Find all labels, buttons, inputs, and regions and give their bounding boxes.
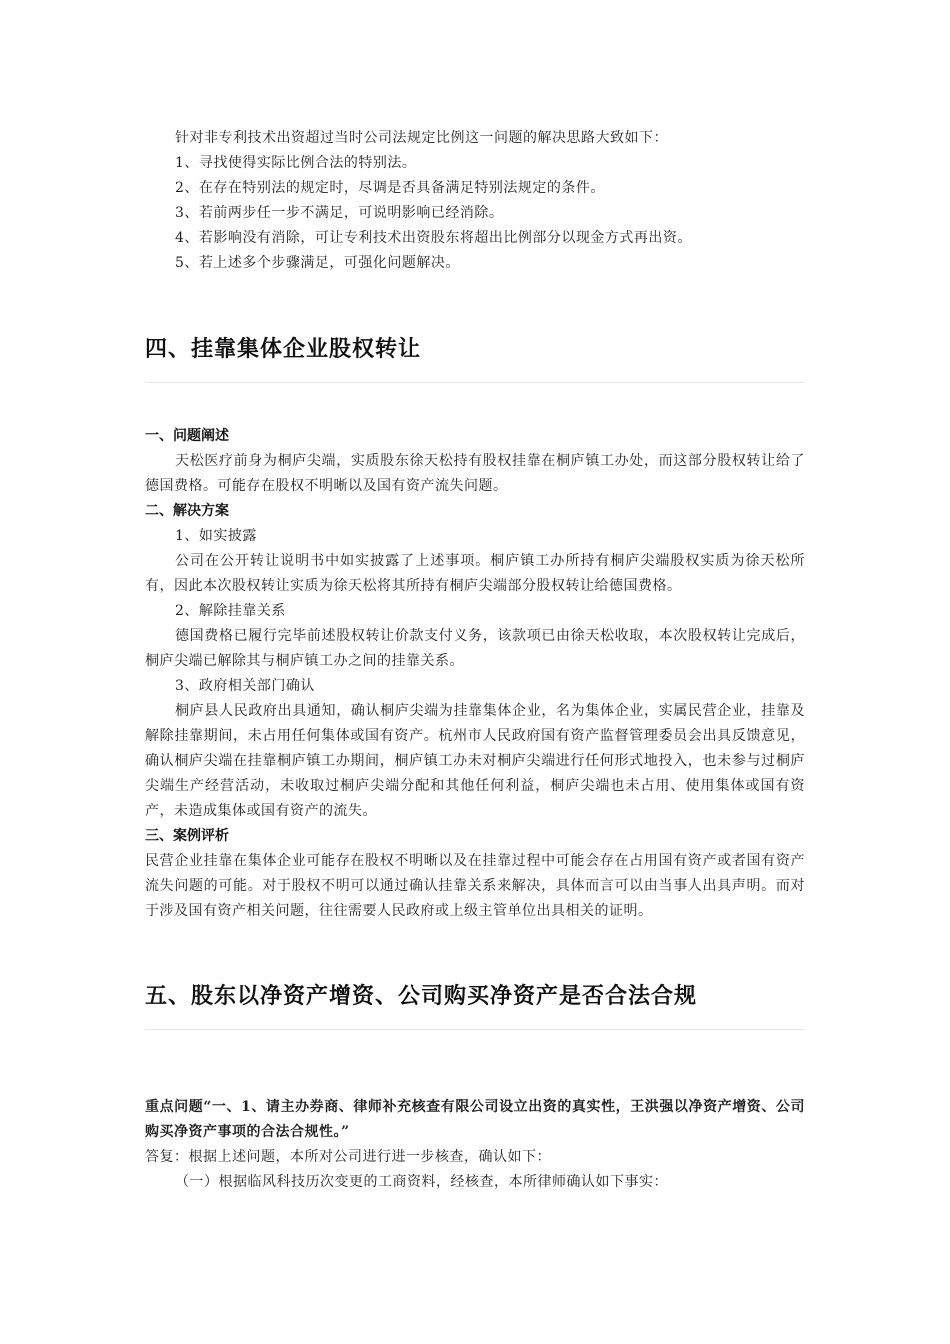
part1-heading: 一、问题阐述: [145, 428, 229, 444]
finding-line: （一）根据临风科技历次变更的工商资料，经核查，本所律师确认如下事实：: [175, 1174, 668, 1190]
intro-lead: 针对非专利技术出资超过当时公司法规定比例这一问题的解决思路大致如下：: [175, 130, 668, 146]
part2-heading: 二、解决方案: [145, 503, 229, 519]
item1-title: 1、如实披露: [175, 528, 257, 544]
section4-body: [145, 424, 805, 924]
item1-text: 公司在公开转让说明书中如实披露了上述事项。桐庐镇工办所持有桐庐尖端股权实质为徐天松所有，因此本次股权转让实质为徐天松将其所持有桐庐尖端部分股权转让给德国费格。: [145, 553, 805, 594]
item3-title: 3、政府相关部门确认: [175, 678, 315, 694]
intro-step: 1、寻找使得实际比例合法的特别法。: [175, 155, 417, 171]
section5-header: [145, 981, 805, 1013]
part1-text: 天松医疗前身为桐庐尖端，实质股东徐天松持有股权挂靠在桐庐镇工办处，而这部分股权转让给了德国费格。可能存在股权不明晰以及国有资产流失问题。: [145, 453, 805, 494]
section4-header: [145, 334, 805, 366]
intro-step: 3、若前两步任一步不满足，可说明影响已经消除。: [175, 205, 504, 221]
item3-text: 桐庐县人民政府出具通知，确认桐庐尖端为挂靠集体企业，名为集体企业，实属民营企业，挂靠及解除挂靠期间，未占用任何集体或国有资产。杭州市人民政府国有资产监督管理委员会出具反馈意见，确认桐庐尖端在挂靠桐庐镇工办期间，桐庐镇工办未对桐庐尖端进行任何形式地投入，也未参与过桐庐尖端生产经营活动，未收取过桐庐尖端分配和其他任何利益，桐庐尖端也未占用、使用集体或国有资产，未造成集体或国有资产的流失。: [145, 703, 805, 819]
section4-title: 四、挂靠集体企业股权转让: [145, 337, 422, 362]
intro-step: 4、若影响没有消除，可让专利技术出资股东将超出比例部分以现金方式再出资。: [175, 230, 692, 246]
part3-heading: 三、案例评析: [145, 828, 229, 844]
section5-divider: [145, 1029, 805, 1030]
intro-block: [145, 126, 805, 276]
key-question: 重点问题“一、1、请主办券商、律师补充核查有限公司设立出资的真实性，王洪强以净资产增资、公司购买净资产事项的合法合规性。”: [145, 1099, 805, 1140]
part3-text: 民营企业挂靠在集体企业可能存在股权不明晰以及在挂靠过程中可能会存在占用国有资产或者国有资产流失问题的可能。对于股权不明可以通过确认挂靠关系来解决，具体而言可以由当事人出具声明。而对于涉及国有资产相关问题，往往需要人民政府或上级主管单位出具相关的证明。: [145, 853, 805, 919]
item2-title: 2、解除挂靠关系: [175, 603, 286, 619]
section5-body: [145, 1095, 805, 1195]
item2-text: 德国费格已履行完毕前述股权转让价款支付义务，该款项已由徐天松收取，本次股权转让完成后，桐庐尖端已解除其与桐庐镇工办之间的挂靠关系。: [145, 628, 805, 669]
intro-step: 5、若上述多个步骤满足，可强化问题解决。: [175, 255, 460, 271]
intro-step: 2、在存在特别法的规定时，尽调是否具备满足特别法规定的条件。: [175, 180, 605, 196]
answer-line: 答复：根据上述问题，本所对公司进行进一步核查，确认如下：: [145, 1149, 551, 1165]
section4-divider: [145, 382, 805, 383]
section5-title: 五、股东以净资产增资、公司购买净资产是否合法合规: [145, 984, 698, 1009]
